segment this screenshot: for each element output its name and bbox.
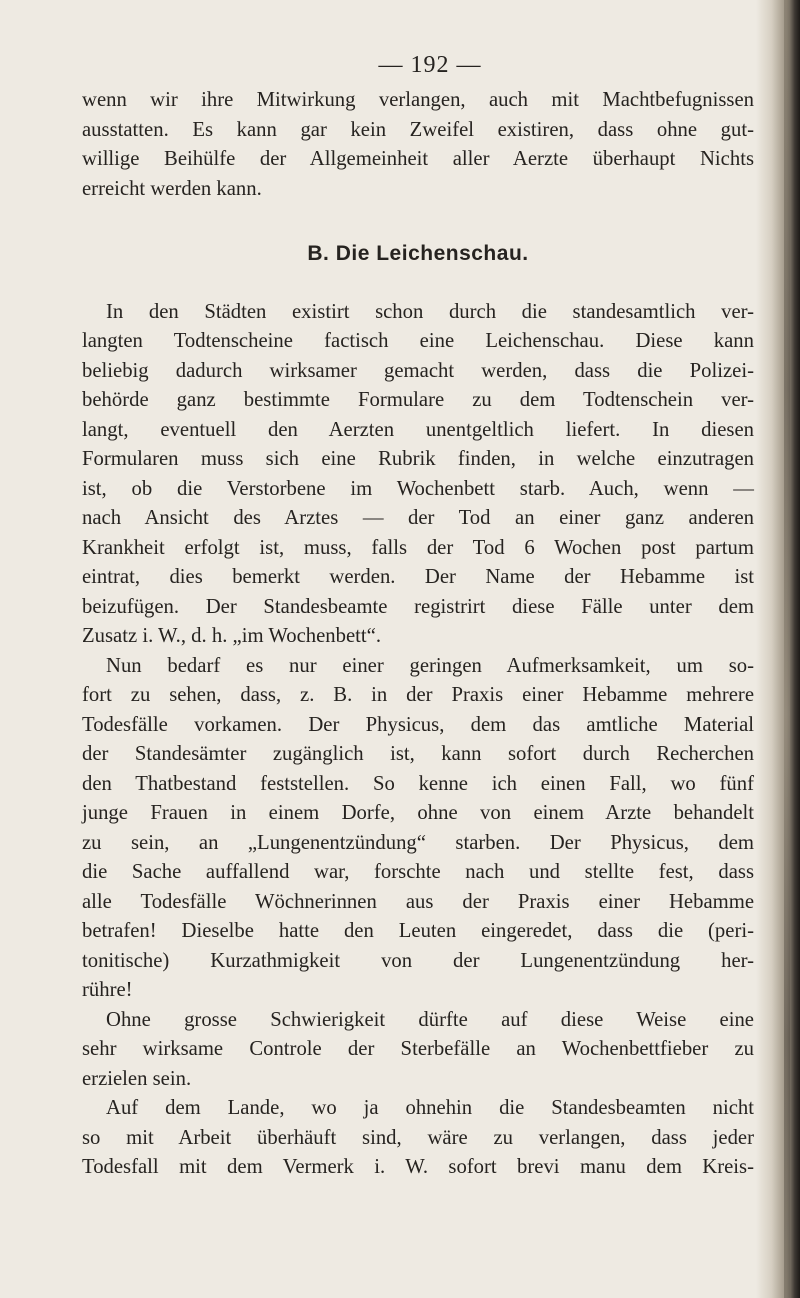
text-line: so mit Arbeit überhäuft sind, wäre zu verlangen, dass jeder: [82, 1126, 754, 1149]
text-line: erreicht werden kann.: [82, 177, 262, 200]
text-line: eintrat, dies bemerkt werden. Der Name der Hebamme ist: [82, 566, 754, 588]
paragraph-continued: [82, 86, 754, 204]
text-line: der Standesämter zugänglich ist, kann sofort durch Recherchen: [82, 743, 754, 765]
text-line: ausstatten. Es kann gar kein Zweifel existiren, dass ohne gut-: [82, 118, 754, 141]
text-line: betrafen! Dieselbe hatte den Leuten eingeredet, dass die (peri-: [82, 920, 754, 942]
text-line: die Sache auffallend war, forschte nach und stellte fest, dass: [82, 861, 754, 883]
text-line: erzielen sein.: [82, 1067, 192, 1090]
page-edge-shadow: [756, 0, 800, 1298]
text-line: fort zu sehen, dass, z. B. in der Praxis einer Hebamme mehrere: [82, 684, 754, 706]
text-line: junge Frauen in einem Dorfe, ohne von einem Arzte behandelt: [82, 802, 754, 824]
text-line: behörde ganz bestimmte Formulare zu dem Todtenschein ver-: [82, 389, 754, 411]
text-line: Formularen muss sich eine Rubrik finden, in welche einzutragen: [82, 448, 754, 470]
text-line: willige Beihülfe der Allgemeinheit aller Aerzte überhaupt Nichts: [82, 148, 754, 170]
text-line: sehr wirksame Controle der Sterbefälle an Wochenbettfieber zu: [82, 1038, 754, 1060]
body-text: [82, 86, 754, 1183]
text-line: Auf dem Lande, wo ja ohnehin die Standesbeamten nicht: [106, 1097, 754, 1119]
text-line: rühre!: [82, 979, 133, 1001]
text-line: langt, eventuell den Aerzten unentgeltlich liefert. In diesen: [82, 418, 754, 441]
text-line: den Thatbestand feststellen. So kenne ich einen Fall, wo fünf: [82, 772, 754, 795]
text-line: zu sein, an „Lungenentzündung“ starben. Der Physicus, dem: [82, 831, 754, 854]
paragraph-aufmerksamkeit: [82, 652, 754, 1006]
page-number: — 192 —: [378, 52, 482, 78]
text-line: Todesfälle vorkamen. Der Physicus, dem das amtliche Material: [82, 713, 754, 736]
text-line: Ohne grosse Schwierigkeit dürfte auf diese Weise eine: [106, 1008, 754, 1031]
text-line: nach Ansicht des Arztes — der Tod an einer ganz anderen: [82, 507, 754, 529]
section-heading: B. Die Leichenschau.: [307, 242, 529, 265]
text-line: wenn wir ihre Mitwirkung verlangen, auch mit Machtbefugnissen: [82, 89, 754, 111]
paragraph-staedte: [82, 298, 754, 652]
text-line: langten Todtenscheine factisch eine Leichenschau. Diese kann: [82, 330, 754, 352]
paragraph-lande: [82, 1094, 754, 1183]
text-line: tonitische) Kurzathmigkeit von der Lungenentzündung her-: [82, 949, 754, 972]
text-line: beizufügen. Der Standesbeamte registrirt diese Fälle unter dem: [82, 595, 754, 618]
paragraph-controle: [82, 1006, 754, 1095]
text-line: Krankheit erfolgt ist, muss, falls der Tod 6 Wochen post partum: [82, 536, 754, 559]
text-line: Zusatz i. W., d. h. „im Wochenbett“.: [82, 625, 382, 647]
text-line: ist, ob die Verstorbene im Wochenbett starb. Auch, wenn —: [82, 477, 754, 500]
text-line: alle Todesfälle Wöchnerinnen aus der Praxis einer Hebamme: [82, 890, 754, 913]
text-line: Todesfall mit dem Vermerk i. W. sofort brevi manu dem Kreis-: [82, 1156, 754, 1178]
binding-shadow: [784, 0, 790, 1298]
text-line: beliebig dadurch wirksamer gemacht werden, dass die Polizei-: [82, 359, 754, 382]
text-line: Nun bedarf es nur einer geringen Aufmerksamkeit, um so-: [106, 654, 754, 677]
text-line: In den Städten existirt schon durch die standesamtlich ver-: [106, 300, 754, 323]
